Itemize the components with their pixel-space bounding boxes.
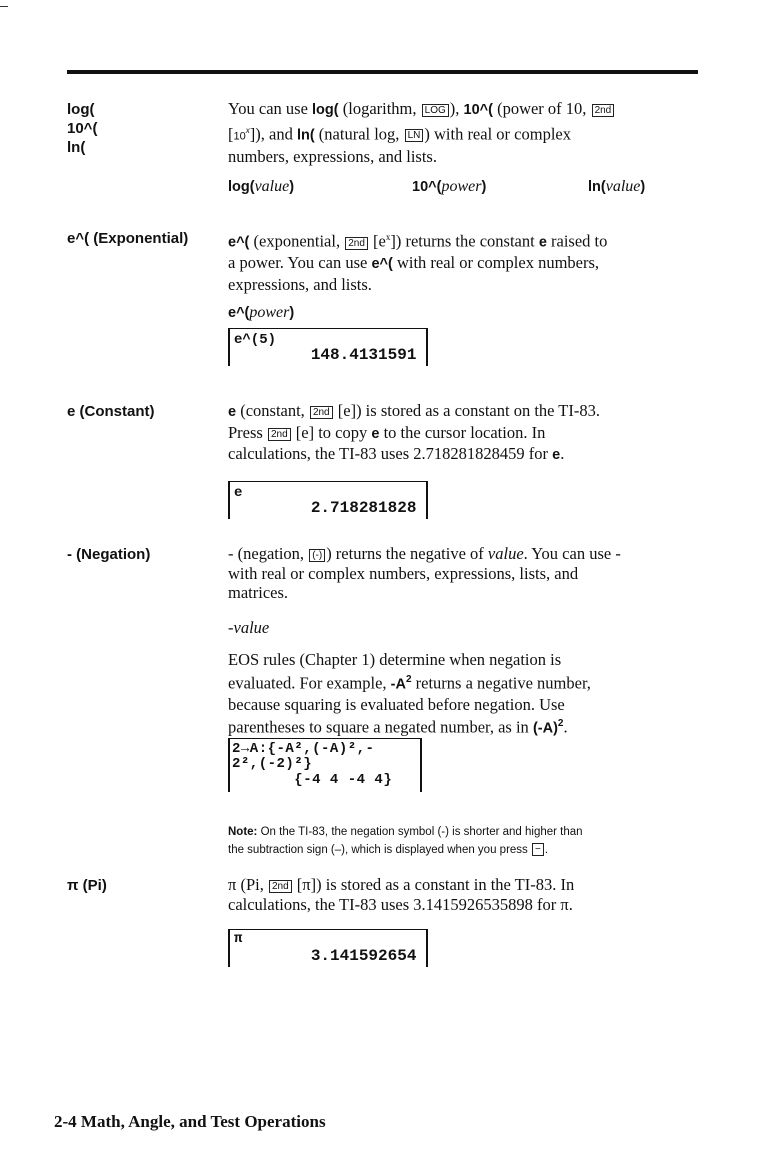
header-rule (67, 70, 698, 74)
page-footer: 2-4 Math, Angle, and Test Operations (54, 1112, 326, 1131)
label-log (67, 100, 97, 157)
negation-description: - (negation, (-) ) returns the negative of value. You can use - with real or complex numbers, expressions, lists, and matrices. (228, 544, 621, 602)
negation-eos-paragraph: EOS rules (Chapter 1) determine when negation is evaluated. For example, $-A^2$ returns a negative number, because squaring is evaluated before negation. Use parentheses to square a negated number, as in $(-A)^2$. (228, 650, 591, 737)
log-description: You can use log( (logarithm, LOG ), 10^( (power of 10, 2nd [10$^x$]), and ln( (natural log, LN ) with real or complex numbers, expressions, and lists. (228, 99, 698, 166)
label-exponential: e^( (Exponential) (67, 230, 189, 247)
negation-key-icon: (-) (309, 549, 325, 562)
label-ln-fn: ln( (67, 139, 86, 156)
exponential-syntax: e^(power) (228, 304, 295, 321)
ln-syntax: ln(value) (588, 178, 646, 195)
2nd-key-icon: 2nd (310, 406, 333, 419)
calc-screen-exponential: e^(5) 148.4131591 (228, 328, 428, 366)
ln-key-icon: LN (405, 129, 424, 142)
page-corner-mark (0, 6, 8, 7)
log-key-icon: LOG (422, 104, 449, 117)
calc-screen-pi: π 3.141592654 (228, 929, 428, 967)
2nd-key-icon: 2nd (592, 104, 615, 117)
subtract-key-icon: − (532, 843, 544, 856)
negation-note: Note: On the TI-83, the negation symbol (-) is shorter and higher than the subtraction sign (–), which is displayed when you press − . (228, 826, 583, 856)
label-e-constant: e (Constant) (67, 403, 155, 420)
exponential-description: e^( (exponential, 2nd $[e^x]$) returns the constant e raised to a power. You can use e^( with real or complex numbers, expressions, and lists. (228, 231, 608, 294)
calc-screen-negation: 2→A:{-A²,(-A)²,- 2²,(-2)²} {-4 4 -4 4} (228, 738, 422, 792)
2nd-key-icon: 2nd (268, 428, 291, 441)
label-negation: - (Negation) (67, 546, 151, 563)
2nd-key-icon: 2nd (345, 237, 368, 250)
negation-syntax: -value (228, 618, 270, 637)
label-log-fn: log( (67, 101, 95, 118)
10-power-syntax: 10^(power) (412, 178, 487, 195)
log-syntax: log(value) (228, 178, 295, 195)
pi-description: π (Pi, 2nd [π]) is stored as a constant in the TI-83. In calculations, the TI-83 uses 3.1415926535898 for π. (228, 875, 575, 914)
2nd-key-icon: 2nd (269, 880, 292, 893)
e-constant-description: e (constant, 2nd [e]) is stored as a constant on the TI-83. Press 2nd [e] to copy e to the cursor location. In calculations, the TI-83 uses 2.718281828459 for e. (228, 401, 600, 463)
label-10-power-fn: 10^( (67, 120, 98, 137)
calc-screen-e-constant: e 2.718281828 (228, 481, 428, 519)
label-pi: π (Pi) (67, 877, 107, 894)
